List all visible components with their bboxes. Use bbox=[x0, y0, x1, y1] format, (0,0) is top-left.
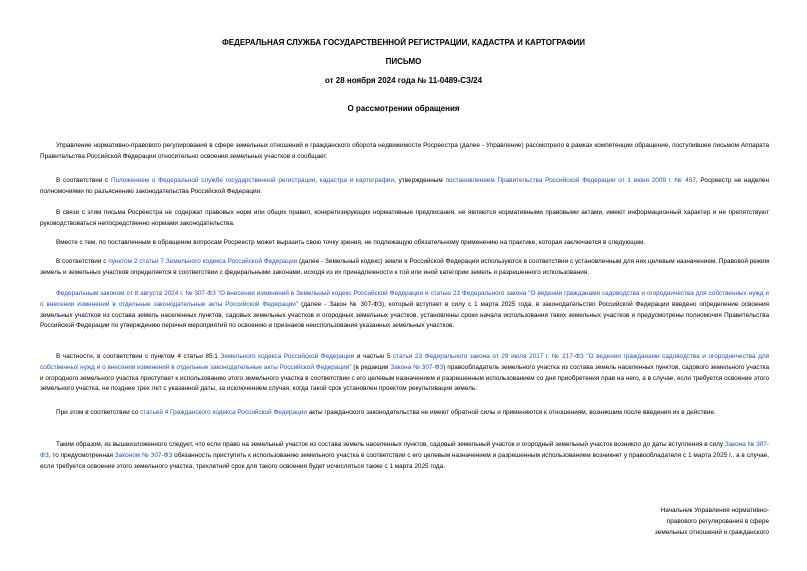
paragraph-text: ) правообладатель земельного участка из состава земель населенных пунктов, садового земельного участка и огородного земельного участка приступает к использованию этого земельного участка в соответствии с его целевым назначением и разрешенным использованием со дня приобретения прав на него, а в случае, если требуется освоение этого земельного участка, не позднее трех лет с указанной даты, за исключением случая, когда такой срок установлен проектом рекультивации земель. bbox=[40, 363, 769, 393]
link-law-307-second[interactable]: Законом № 307-ФЗ bbox=[114, 451, 173, 459]
paragraph-1 bbox=[40, 141, 769, 163]
paragraph-text: и частью 5 bbox=[354, 353, 393, 360]
link-land-code[interactable]: Земельного кодекса Российской Федерации bbox=[220, 353, 355, 360]
paragraph-text: Вместе с тем, по поставленным в обращении вопросам Росреестр может выразить свою точку зрения, не подлежащую обязательному применению на практике, которая заключается в следующем. bbox=[56, 239, 646, 246]
paragraph-5 bbox=[40, 257, 769, 279]
paragraph-9 bbox=[40, 440, 769, 472]
link-civil-code-article-4[interactable]: статьей 4 Гражданского кодекса Российской Федерации bbox=[140, 409, 307, 416]
document-date-number: от 28 ноября 2024 года № 11-0489-СЗ/24 bbox=[324, 76, 483, 85]
link-land-code-article-7[interactable]: пунктом 2 статьи 7 Земельного кодекса Российской Федерации bbox=[108, 258, 298, 265]
document-subject: О рассмотрении обращения bbox=[347, 104, 460, 113]
link-law-307[interactable]: Закона № 307-ФЗ bbox=[390, 363, 444, 371]
paragraph-text: (в редакции bbox=[351, 363, 391, 371]
signature-line-3: земельных отношений и гражданского bbox=[654, 529, 769, 536]
signature-line-1: Начальник Управления нормативно- bbox=[660, 507, 769, 514]
link-government-resolution-457[interactable]: постановлением Правительства Российской Федерации от 1 июня 2009 г. № 457 bbox=[445, 177, 696, 184]
paragraph-text: В соответствии с bbox=[56, 177, 111, 184]
paragraph-3 bbox=[40, 208, 769, 230]
agency-title: ФЕДЕРАЛЬНАЯ СЛУЖБА ГОСУДАРСТВЕННОЙ РЕГИСТРАЦИИ, КАДАСТРА И КАРТОГРАФИИ bbox=[221, 38, 586, 47]
document-type: ПИСЬМО bbox=[385, 57, 422, 66]
paragraph-6 bbox=[40, 289, 769, 332]
link-law-307-first[interactable]: Закона № 307-ФЗ bbox=[40, 441, 769, 459]
paragraph-text: При этом в соответствии со bbox=[56, 409, 141, 416]
paragraph-text: , утвержденным bbox=[394, 177, 446, 184]
signature-line-2: правового регулирования в сфере bbox=[666, 518, 769, 525]
paragraph-text: , то предусмотренная bbox=[48, 451, 115, 459]
link-federal-law-217-article-23[interactable]: статьи 23 Федерального закона от 29 июля 2017 г. № 217-ФЗ "О ведении гражданами садоводства и огородничества для собственных нужд и о внесении изменений в отдельные законодательные акты Российской Федерации" bbox=[40, 353, 770, 371]
paragraph-text: (далее - Земельный кодекс) земли в Российской Федерации используются в соответствии с установленным для них целевым назначением. Правовой режим земель и земельных участков определяется в соответствии с федеральными законами, исходя из их принадлежности к той или иной категории земель и разрешенного использования. bbox=[40, 258, 769, 276]
paragraph-8 bbox=[40, 408, 769, 419]
paragraph-text: , Росреестр не наделен полномочиями по разъяснению законодательства Российской Федерации. bbox=[40, 177, 769, 195]
paragraph-text: В связи с этим письма Росреестра не содержат правовых норм или общих правил, конкретизирующих нормативные предписания, не являются нормативными правовыми актами, имеют информационный характер и не препятствуют руководствоваться непосредственно нормами законодательства. bbox=[40, 209, 769, 227]
paragraph-4 bbox=[40, 238, 769, 249]
paragraph-text: Управление нормативно-правового регулирования в сфере земельных отношений и гражданского оборота недвижимости Росреестра (далее - Управление) рассмотрело в рамках компетенции обращение, поступившее письмом Аппарата Правительства Российской Федерации относительно освоения земельных участков и сообщает. bbox=[40, 142, 769, 160]
link-federal-law-307[interactable]: Федеральным законом от 8 августа 2024 г. № 307-ФЗ "О внесении изменений в Земельный кодекс Российской Федерации и статью 23 Федерального закона "О ведении гражданами садоводства и огородничества для собственных нужд и о внесении изменений в отдельные законодательные акты Российской Федерации" bbox=[40, 290, 769, 308]
paragraph-text: (далее - Закон № 307-ФЗ), который вступает в силу с 1 марта 2025 года, в законодательство Российской Федерации введено определение освоения земельных участков из состава земель населенных пунктов, садовых земельных участков и огородных земельных участков, установлены сроки начала использования таких земельных участков и предусмотрены полномочия Правительства Российской Федерации по утверждению перечня мероприятий по освоению и признаков неиспользования указанных земельных участков. bbox=[40, 300, 769, 330]
paragraph-text: Таким образом, из вышеизложенного следует, что если право на земельный участок из состава земель населенных пунктов, садовый земельный участок и огородный земельный участок возникло до даты вступления в силу bbox=[56, 441, 725, 448]
paragraph-text: обязанность приступить к использованию земельного участка в соответствии с его целевым назначением и разрешенным использованием возникнет у правообладателя с 1 марта 2025 г., а в случае, если требуется освоение этого земельного участка, трехлетний срок для такого освоения будет исчисляться также с 1 марта 2025 года. bbox=[40, 451, 770, 470]
paragraph-text: В соответствии с bbox=[56, 258, 109, 265]
paragraph-2 bbox=[40, 176, 769, 198]
paragraph-7 bbox=[40, 352, 769, 395]
paragraph-text: акты гражданского законодательства не имеют обратной силы и применяются к отношениям, возникшим после введения их в действие. bbox=[306, 409, 716, 416]
link-rosreestr-regulation[interactable]: Положением о Федеральной службе государственной регистрации, кадастра и картографии bbox=[110, 177, 395, 184]
paragraph-text: В частности, в соответствии с пунктом 4 статьи 85.1 bbox=[56, 353, 221, 360]
